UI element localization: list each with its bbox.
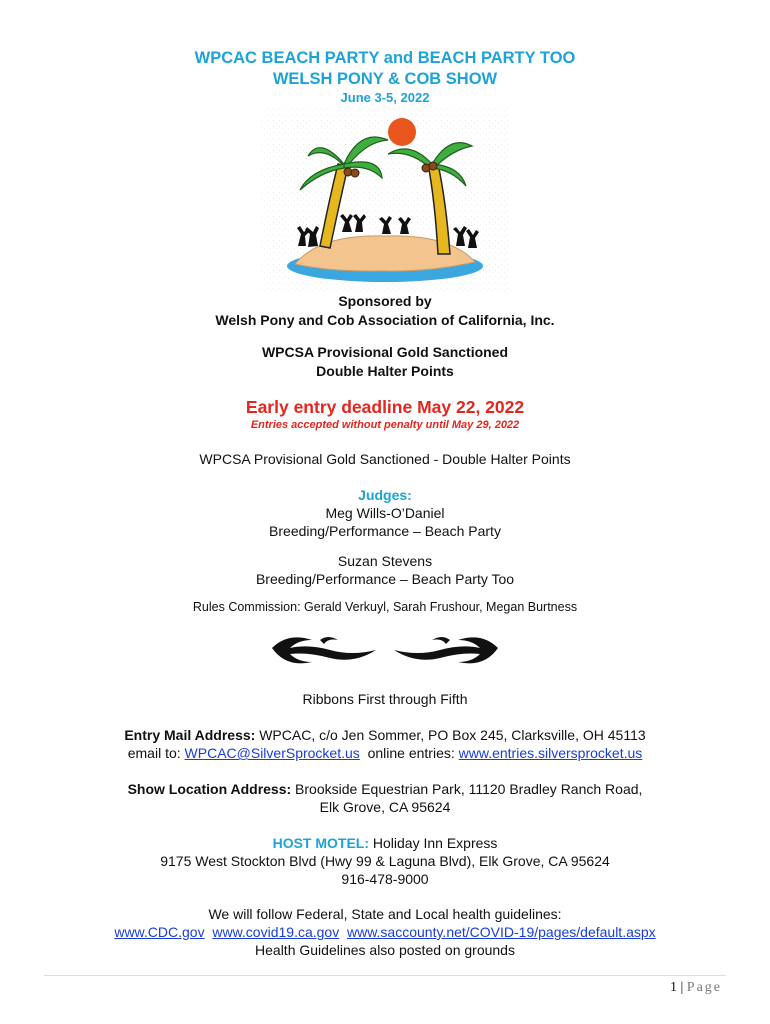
email-prefix: email to: — [127, 745, 185, 761]
health-guidelines-posted: Health Guidelines also posted on grounds — [255, 942, 515, 958]
flourish-ornament — [268, 628, 502, 670]
entry-mail-line — [0, 726, 770, 744]
rules-commission: Rules Commission: Gerald Verkuyl, Sarah Frushour, Megan Burtness — [192, 600, 578, 614]
show-location-line1 — [0, 780, 770, 798]
sanction-line2: Double Halter Points — [316, 363, 454, 379]
footer-divider — [44, 975, 726, 976]
deadline-note: Entries accepted without penalty until May 29, 2022 — [250, 419, 520, 431]
entry-contact-line — [0, 744, 770, 762]
page-number-footer — [670, 980, 722, 996]
cdc-link[interactable]: www.CDC.gov — [114, 924, 205, 940]
page-word: Page — [686, 980, 722, 995]
show-date: June 3-5, 2022 — [340, 90, 430, 105]
beach-party-illustration — [260, 106, 510, 291]
entry-mail-label: Entry Mail Address: — [124, 727, 256, 743]
online-prefix: online entries: — [359, 745, 459, 761]
health-links-line — [0, 923, 770, 941]
host-motel-address: 9175 West Stockton Blvd (Hwy 99 & Laguna Blvd), Elk Grove, CA 95624 — [160, 853, 610, 869]
sun-icon — [388, 118, 416, 146]
sponsor-label: Sponsored by — [338, 293, 432, 309]
page-separator: | — [676, 980, 687, 995]
sponsor-name: Welsh Pony and Cob Association of California, Inc. — [215, 312, 555, 328]
show-location-label: Show Location Address: — [127, 781, 292, 797]
email-link[interactable]: WPCAC@SilverSprocket.us — [184, 745, 360, 761]
host-motel-line — [0, 834, 770, 852]
online-entries-link[interactable]: www.entries.silversprocket.us — [458, 745, 643, 761]
early-entry-deadline: Early entry deadline May 22, 2022 — [245, 397, 525, 417]
covid19-ca-link[interactable]: www.covid19.ca.gov — [212, 924, 340, 940]
saccounty-link[interactable]: www.saccounty.net/COVID-19/pages/default.aspx — [346, 924, 656, 940]
judge2-role: Breeding/Performance – Beach Party Too — [255, 571, 515, 587]
sanction-plain: WPCSA Provisional Gold Sanctioned - Double Halter Points — [199, 451, 571, 467]
host-motel-phone: 916-478-9000 — [341, 871, 429, 887]
show-location-address: Brookside Equestrian Park, 11120 Bradley Ranch Road, — [291, 781, 643, 797]
page-number: 1 — [669, 980, 677, 995]
entry-mail-address: WPCAC, c/o Jen Sommer, PO Box 245, Clarksville, OH 45113 — [255, 727, 646, 743]
doc-title-line1: WPCAC BEACH PARTY and BEACH PARTY TOO — [194, 49, 576, 67]
judges-heading: Judges: — [358, 487, 412, 503]
host-motel-name: Holiday Inn Express — [369, 835, 498, 851]
doc-title-line2: WELSH PONY & COB SHOW — [272, 70, 498, 88]
show-location-line2: Elk Grove, CA 95624 — [319, 799, 451, 815]
ribbons-info: Ribbons First through Fifth — [302, 691, 468, 707]
health-guidelines-intro: We will follow Federal, State and Local health guidelines: — [208, 906, 562, 922]
judge1-name: Meg Wills-O’Daniel — [325, 505, 445, 521]
judge1-role: Breeding/Performance – Beach Party — [269, 523, 501, 539]
host-motel-label: HOST MOTEL: — [272, 835, 370, 851]
sanction-line1: WPCSA Provisional Gold Sanctioned — [261, 344, 509, 360]
judge2-name: Suzan Stevens — [337, 553, 433, 569]
